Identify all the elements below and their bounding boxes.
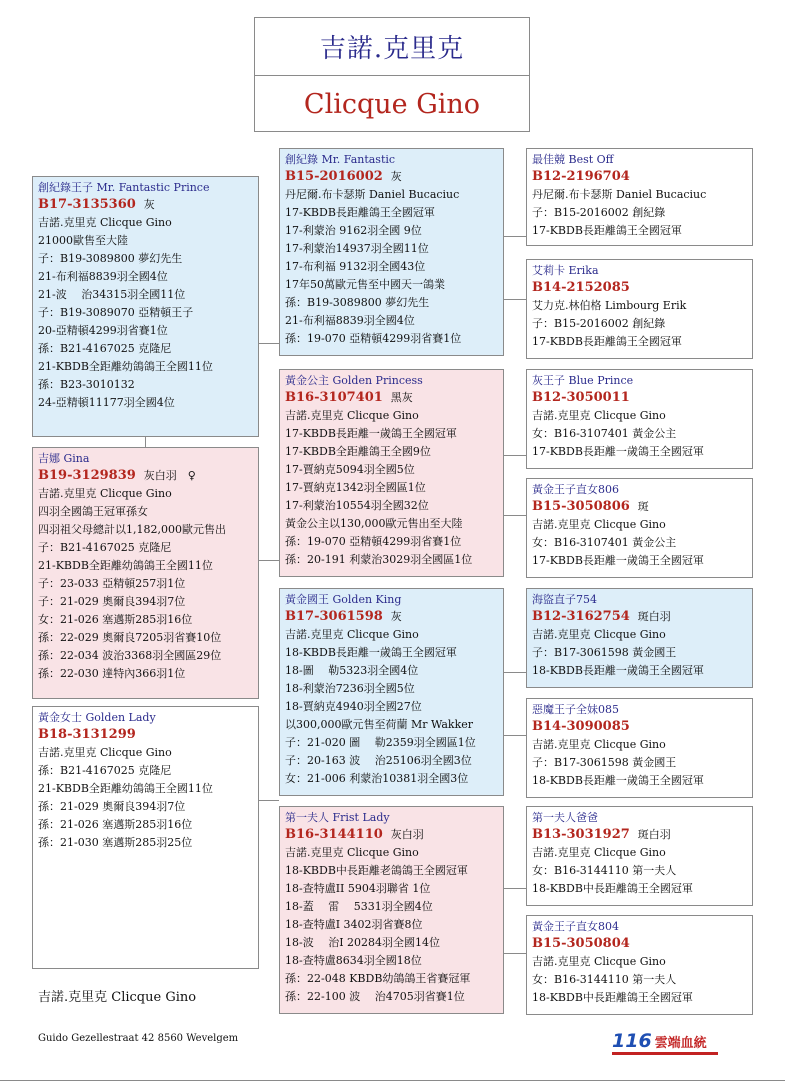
sibling-reg: [38, 726, 253, 744]
detail-line: 女：B16-3144110 第一夫人: [532, 973, 677, 986]
detail-line: 黃金公主以130,000歐元售出至大陸: [285, 517, 463, 530]
detail-line: 吉諾.克里克 Clicque Gino: [532, 846, 666, 859]
detail-line: 女：B16-3107401 黃金公主: [532, 536, 677, 549]
ggp-reg: [532, 608, 747, 626]
detail-line: 孫：B23-3010132: [38, 378, 135, 391]
detail-line: 孫：21-026 塞邁斯285羽16位: [38, 818, 193, 831]
ggp-name: 第一夫人爸爸: [532, 811, 598, 824]
detail-line: 吉諾.克里克 Clicque Gino: [532, 955, 666, 968]
reg-color: 黑灰: [390, 391, 413, 404]
detail-line: 丹尼爾.布卡瑟斯 Daniel Bucaciuc: [532, 188, 707, 201]
gp-ss-reg: [285, 168, 498, 186]
gp-dd-reg: [285, 826, 498, 844]
detail-line: 孫：B21-4167025 克隆尼: [38, 342, 172, 355]
detail-line: 孫：B21-4167025 克隆尼: [38, 764, 172, 777]
connector: [504, 299, 526, 300]
detail-line: 孫：22-034 波治3368羽全國區29位: [38, 649, 222, 662]
ggp-name: 黃金王子直女804: [532, 920, 619, 933]
detail-line: 吉諾.克里克 Clicque Gino: [532, 518, 666, 531]
sire-reg: [38, 196, 253, 214]
detail-line: 子：21-020 圖 勒2359羽全國區1位: [285, 736, 476, 749]
connector: [145, 437, 146, 447]
ggp-box: [526, 698, 753, 798]
detail-line: 吉諾.克里克 Clicque Gino: [532, 409, 666, 422]
reg-number: B16-3144110: [285, 827, 383, 842]
ggp-box: [526, 588, 753, 688]
detail-line: 21-KBDB全距離幼鴿鴿王全國11位: [38, 782, 213, 795]
detail-line: 孫：21-029 奧爾良394羽7位: [38, 800, 186, 813]
reg-color: 灰白羽: [390, 828, 424, 841]
detail-line: 孫：22-029 奧爾良7205羽省賽10位: [38, 631, 222, 644]
detail-line: 18-KBDB長距離一歲鴿王全國冠軍: [532, 664, 704, 677]
detail-line: 吉諾.克里克 Clicque Gino: [285, 409, 419, 422]
detail-line: 18-圖 勒5323羽全國4位: [285, 664, 419, 677]
detail-line: 18-查特盧II 5904羽聯省 1位: [285, 882, 431, 895]
ggp-reg: [532, 498, 747, 516]
reg-color: 斑白羽: [637, 610, 671, 623]
gp-sd-reg: [285, 389, 498, 407]
ggp-box: [526, 148, 753, 246]
detail-line: 18-利蒙治7236羽全國5位: [285, 682, 415, 695]
detail-line: 子：B15-2016002 創紀錄: [532, 206, 666, 219]
dam-box: [32, 447, 259, 699]
detail-line: 18-KBDB中長距離鴿王全國冠軍: [532, 882, 693, 895]
detail-line: 子：B15-2016002 創紀錄: [532, 317, 666, 330]
detail-line: 吉諾.克里克 Clicque Gino: [285, 628, 419, 641]
reg-color: 灰白羽 ♀: [143, 469, 196, 482]
connector: [504, 953, 526, 954]
gp-ds-box: [279, 588, 504, 796]
reg-number: B15-3050806: [532, 499, 630, 514]
reg-number: B18-3131299: [38, 727, 136, 742]
detail-line: 17-布利福 9132羽全國43位: [285, 260, 426, 273]
connector: [504, 455, 526, 456]
ggp-name: 黃金王子直女806: [532, 483, 619, 496]
gp-dd-box: [279, 806, 504, 1014]
detail-line: 21-KBDB全距離幼鴿鴿王全國11位: [38, 360, 213, 373]
detail-line: 吉諾.克里克 Clicque Gino: [38, 746, 172, 759]
connector: [504, 735, 526, 736]
gp-ss-name: 創紀錄 Mr. Fantastic: [285, 153, 396, 166]
ggp-reg: [532, 826, 747, 844]
reg-color: 斑: [637, 500, 649, 513]
detail-line: 孫：21-030 塞邁斯285羽25位: [38, 836, 193, 849]
connector: [504, 236, 526, 237]
detail-line: 孫：22-100 波 治4705羽省賽1位: [285, 990, 465, 1003]
detail-line: 子：B21-4167025 克隆尼: [38, 541, 172, 554]
footer-breeder: 吉諾.克里克 Clicque Gino: [38, 990, 197, 1005]
site-logo[interactable]: [612, 1030, 707, 1052]
detail-line: 子：20-163 波 治25106羽全國3位: [285, 754, 472, 767]
sire-name: 創紀錄王子 Mr. Fantastic Prince: [38, 181, 210, 194]
ggp-box: [526, 369, 753, 469]
detail-line: 17-KBDB長距離一歲鴿王全國冠軍: [532, 445, 704, 458]
detail-line: 女：B16-3107401 黃金公主: [532, 427, 677, 440]
detail-line: 17-KBDB全距離鴿王全國9位: [285, 445, 431, 458]
sibling-name: 黃金女士 Golden Lady: [38, 711, 156, 724]
detail-line: 17-KBDB長距離一歲鴿王全國冠軍: [532, 554, 704, 567]
detail-line: 丹尼爾.布卡瑟斯 Daniel Bucaciuc: [285, 188, 460, 201]
connector: [504, 888, 526, 889]
detail-line: 17-KBDB長距離鴿王全國冠軍: [532, 224, 682, 237]
detail-line: 子：B17-3061598 黃金國王: [532, 756, 677, 769]
detail-line: 吉諾.克里克 Clicque Gino: [38, 216, 172, 229]
logo-underline: [612, 1052, 718, 1055]
detail-line: 艾力克.林伯格 Limbourg Erik: [532, 299, 687, 312]
gp-dd-name: 第一夫人 Frist Lady: [285, 811, 390, 824]
logo-number: 116: [612, 1030, 652, 1052]
bottom-divider: [0, 1080, 785, 1081]
reg-number: B17-3135360: [38, 197, 136, 212]
detail-line: 孫：19-070 亞精頓4299羽省賽1位: [285, 332, 462, 345]
detail-line: 17-賈納克1342羽全國區1位: [285, 481, 426, 494]
detail-line: 20-亞精頓4299羽省賽1位: [38, 324, 168, 337]
detail-line: 18-KBDB中長距離鴿王全國冠軍: [532, 991, 693, 1004]
detail-line: 孫：22-030 達特內366羽1位: [38, 667, 186, 680]
dam-name: 吉娜 Gina: [38, 452, 90, 465]
reg-color: 灰: [390, 610, 402, 623]
detail-line: 21000歐售至大陸: [38, 234, 128, 247]
detail-line: 17-利蒙治10554羽全國32位: [285, 499, 429, 512]
detail-line: 17-賈納克5094羽全國5位: [285, 463, 415, 476]
detail-line: 吉諾.克里克 Clicque Gino: [285, 846, 419, 859]
detail-line: 子：23-033 亞精頓257羽1位: [38, 577, 186, 590]
detail-line: 17-利蒙治 9162羽全國 9位: [285, 224, 422, 237]
gp-ss-box: [279, 148, 504, 356]
ggp-name: 灰王子 Blue Prince: [532, 374, 634, 387]
ggp-reg: [532, 718, 747, 736]
ggp-reg: [532, 168, 747, 186]
reg-number: B15-3050804: [532, 936, 630, 951]
ggp-name: 海盜直子754: [532, 593, 597, 606]
connector: [504, 672, 526, 673]
reg-number: B13-3031927: [532, 827, 630, 842]
detail-line: 子：B19-3089800 夢幻先生: [38, 252, 183, 265]
detail-line: 18-KBDB長距離一歲鴿王全國冠軍: [285, 646, 457, 659]
detail-line: 21-布利福8839羽全國4位: [285, 314, 415, 327]
ggp-box: [526, 915, 753, 1015]
reg-color: 灰: [143, 198, 155, 211]
detail-line: 孫：22-048 KBDB幼鴿鴿王省賽冠軍: [285, 972, 471, 985]
reg-number: B12-3162754: [532, 609, 630, 624]
ggp-name: 艾莉卡 Erika: [532, 264, 599, 277]
gp-sd-name: 黃金公主 Golden Princess: [285, 374, 423, 387]
ggp-reg: [532, 935, 747, 953]
connector: [259, 560, 279, 561]
gp-ds-name: 黃金國王 Golden King: [285, 593, 402, 606]
detail-line: 17-KBDB長距離一歲鴿王全國冠軍: [285, 427, 457, 440]
reg-color: 灰: [390, 170, 402, 183]
sibling-box: [32, 706, 259, 969]
detail-line: 子：B17-3061598 黃金國王: [532, 646, 677, 659]
detail-line: 孫：B19-3089800 夢幻先生: [285, 296, 430, 309]
sire-box: [32, 176, 259, 437]
detail-line: 21-波 治34315羽全國11位: [38, 288, 186, 301]
title-english: Clicque Gino: [303, 89, 481, 120]
reg-number: B15-2016002: [285, 169, 383, 184]
title-box: [254, 17, 530, 132]
connector: [259, 343, 279, 344]
ggp-box: [526, 259, 753, 359]
logo-text: 雲端血統: [654, 1035, 707, 1051]
dam-reg: [38, 467, 253, 485]
detail-line: 孫：20-191 利蒙治3029羽全國區1位: [285, 553, 473, 566]
detail-line: 21-KBDB全距離幼鴿鴿王全國11位: [38, 559, 213, 572]
reg-number: B19-3129839: [38, 468, 136, 483]
ggp-box: [526, 806, 753, 906]
detail-line: 四羽祖父母總計以1,182,000歐元售出: [38, 523, 226, 536]
detail-line: 18-KBDB中長距離老鴿鴿王全國冠軍: [285, 864, 468, 877]
detail-line: 以300,000歐元售至荷蘭 Mr Wakker: [285, 718, 474, 731]
gp-ds-reg: [285, 608, 498, 626]
ggp-name: 惡魔王子全妹085: [532, 703, 619, 716]
detail-line: 18-賈納克4940羽全國27位: [285, 700, 422, 713]
ggp-reg: [532, 389, 747, 407]
detail-line: 18-蓋 雷 5331羽全國4位: [285, 900, 433, 913]
detail-line: 四羽全國鴿王冠軍孫女: [38, 505, 148, 518]
detail-line: 21-布利福8839羽全國4位: [38, 270, 168, 283]
ggp-name: 最佳競 Best Off: [532, 153, 614, 166]
detail-line: 女：21-026 塞邁斯285羽16位: [38, 613, 193, 626]
detail-line: 女：B16-3144110 第一夫人: [532, 864, 677, 877]
detail-line: 吉諾.克里克 Clicque Gino: [532, 738, 666, 751]
reg-number: B17-3061598: [285, 609, 383, 624]
detail-line: 17-KBDB長距離鴿王全國冠軍: [285, 206, 435, 219]
detail-line: 18-查特盧I 3402羽省賽8位: [285, 918, 423, 931]
title-chinese: 吉諾.克里克: [255, 18, 529, 76]
gp-sd-box: [279, 369, 504, 577]
detail-line: 18-查特盧8634羽全國18位: [285, 954, 422, 967]
ggp-reg: [532, 279, 747, 297]
reg-number: B12-3050011: [532, 390, 630, 405]
ggp-box: [526, 478, 753, 578]
detail-line: 吉諾.克里克 Clicque Gino: [38, 487, 172, 500]
detail-line: 17年50萬歐元售至中國天一鴿業: [285, 278, 445, 291]
reg-color: 斑白羽: [637, 828, 671, 841]
reg-number: B14-2152085: [532, 280, 630, 295]
detail-line: 子：B19-3089070 亞精頓王子: [38, 306, 194, 319]
connector: [259, 800, 279, 801]
detail-line: 17-利蒙治14937羽全國11位: [285, 242, 429, 255]
reg-number: B14-3090085: [532, 719, 630, 734]
detail-line: 孫：19-070 亞精頓4299羽省賽1位: [285, 535, 462, 548]
detail-line: 24-亞精頓11177羽全國4位: [38, 396, 175, 409]
reg-number: B16-3107401: [285, 390, 383, 405]
detail-line: 子：21-029 奧爾良394羽7位: [38, 595, 186, 608]
detail-line: 17-KBDB長距離鴿王全國冠軍: [532, 335, 682, 348]
detail-line: 吉諾.克里克 Clicque Gino: [532, 628, 666, 641]
detail-line: 18-波 治I 20284羽全國14位: [285, 936, 441, 949]
connector: [504, 515, 526, 516]
detail-line: 女：21-006 利蒙治10381羽全國3位: [285, 772, 469, 785]
footer-address: Guido Gezellestraat 42 8560 Wevelgem: [38, 1033, 239, 1044]
reg-number: B12-2196704: [532, 169, 630, 184]
detail-line: 18-KBDB長距離一歲鴿王全國冠軍: [532, 774, 704, 787]
